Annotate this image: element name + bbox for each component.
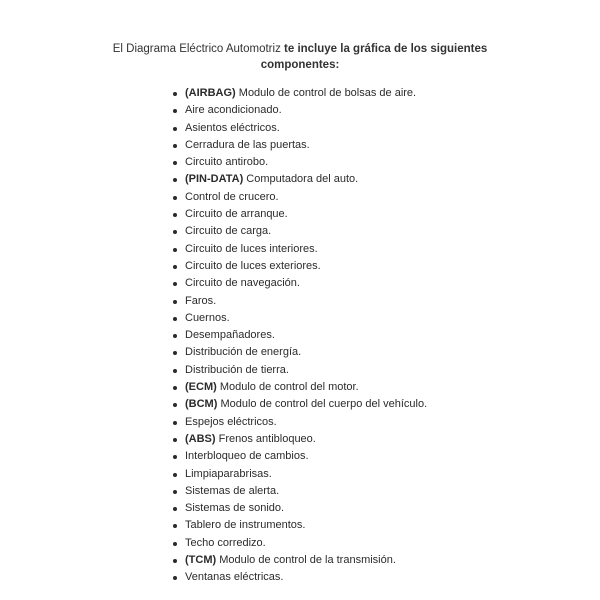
list-item (168, 137, 427, 154)
component-list (168, 85, 427, 587)
list-item-text: Modulo de control del cuerpo del vehículo. (217, 398, 428, 411)
list-item-text: Tablero de instrumentos. (185, 519, 306, 532)
list-item (168, 379, 427, 396)
list-item (168, 102, 427, 119)
list-item-text: Modulo de control de la transmisión. (216, 554, 396, 567)
list-item (168, 171, 427, 188)
list-item (168, 154, 427, 171)
list-item-code: (PIN-DATA) (185, 173, 244, 186)
bullet-icon (173, 144, 177, 148)
bullet-icon (173, 127, 177, 131)
bullet-icon (173, 351, 177, 355)
bullet-icon (173, 213, 177, 217)
list-item (168, 500, 427, 517)
list-item-text: Computadora del auto. (243, 173, 359, 186)
list-item (168, 552, 427, 569)
list-item-text: Modulo de control de bolsas de aire. (235, 87, 417, 99)
list-item-text: Sistemas de sonido. (185, 502, 285, 515)
bullet-icon (173, 455, 177, 459)
bullet-icon (173, 248, 177, 252)
list-item-text: Circuito antirobo. (185, 156, 269, 169)
list-item-text: Control de crucero. (185, 190, 279, 203)
list-item (168, 223, 427, 240)
bullet-icon (173, 403, 177, 407)
list-item-text: Aire acondicionado. (185, 104, 282, 117)
list-item-text: Distribución de energía. (185, 346, 302, 359)
list-item-text: Modulo de control del motor. (216, 381, 359, 394)
bullet-icon (173, 334, 177, 338)
list-item (168, 310, 427, 327)
bullet-icon (173, 438, 177, 442)
list-item (168, 258, 427, 275)
list-item-text: Interbloqueo de cambios. (185, 450, 309, 463)
bullet-icon (173, 507, 177, 511)
bullet-icon (173, 282, 177, 286)
list-item (168, 569, 427, 586)
list-item-text: Faros. (185, 294, 217, 307)
bullet-icon (173, 265, 177, 269)
list-item-text: Circuito de luces interiores. (185, 242, 318, 255)
list-item-code: (AIRBAG) (185, 87, 236, 99)
list-item-text: Cerradura de las puertas. (185, 138, 310, 151)
bullet-icon (173, 559, 177, 563)
list-item (168, 189, 427, 206)
list-item-code: (TCM) (185, 554, 217, 567)
bullet-icon (173, 230, 177, 234)
bullet-icon (173, 92, 177, 96)
list-item (168, 293, 427, 310)
list-item (168, 362, 427, 379)
bullet-icon (173, 473, 177, 477)
list-item (168, 535, 427, 552)
bullet-icon (173, 178, 177, 182)
bullet-icon (173, 490, 177, 494)
list-item-code: (ABS) (185, 432, 216, 445)
intro-paragraph (0, 41, 600, 73)
bullet-icon (173, 317, 177, 321)
bullet-icon (173, 524, 177, 528)
list-item-text: Ventanas eléctricas. (185, 571, 284, 584)
bullet-icon (173, 576, 177, 580)
list-item-text: Desempañadores. (185, 329, 275, 342)
list-item-text: Circuito de arranque. (185, 208, 288, 221)
list-item-text: Sistemas de alerta. (185, 484, 280, 497)
list-item-text: Distribución de tierra. (185, 363, 289, 376)
bullet-icon (173, 369, 177, 373)
list-item-text: Frenos antibloqueo. (215, 432, 316, 445)
intro-text: El Diagrama Eléctrico Automotriz (112, 43, 281, 55)
list-item-text: Espejos eléctricos. (185, 415, 277, 428)
bullet-icon (173, 386, 177, 390)
intro-line-2: componentes: (260, 59, 340, 71)
list-item (168, 85, 427, 102)
bullet-icon (173, 542, 177, 546)
list-item (168, 327, 427, 344)
list-item-text: Circuito de luces exteriores. (185, 259, 321, 272)
bullet-icon (173, 300, 177, 304)
list-item (168, 483, 427, 500)
bullet-icon (173, 196, 177, 200)
bullet-icon (173, 421, 177, 425)
list-item-text: Limpiaparabrisas. (185, 467, 272, 480)
list-item (168, 275, 427, 292)
list-item (168, 431, 427, 448)
list-item-text: Techo corredizo. (185, 536, 266, 549)
list-item (168, 120, 427, 137)
list-item-text: Cuernos. (185, 311, 230, 324)
list-item (168, 517, 427, 534)
intro-bold-text: te incluye la gráfica de los siguientes (280, 43, 488, 55)
list-item-text: Circuito de navegación. (185, 277, 300, 290)
list-item (168, 396, 427, 413)
list-item-code: (BCM) (185, 398, 218, 411)
list-item-text: Asientos eléctricos. (185, 121, 280, 134)
list-item (168, 414, 427, 431)
bullet-icon (173, 161, 177, 165)
list-item (168, 448, 427, 465)
bullet-icon (173, 109, 177, 113)
intro-line-1 (0, 41, 600, 57)
list-item (168, 466, 427, 483)
list-item (168, 344, 427, 361)
list-item-text: Circuito de carga. (185, 225, 272, 238)
list-item-code: (ECM) (185, 381, 217, 394)
list-item (168, 241, 427, 258)
list-item (168, 206, 427, 223)
